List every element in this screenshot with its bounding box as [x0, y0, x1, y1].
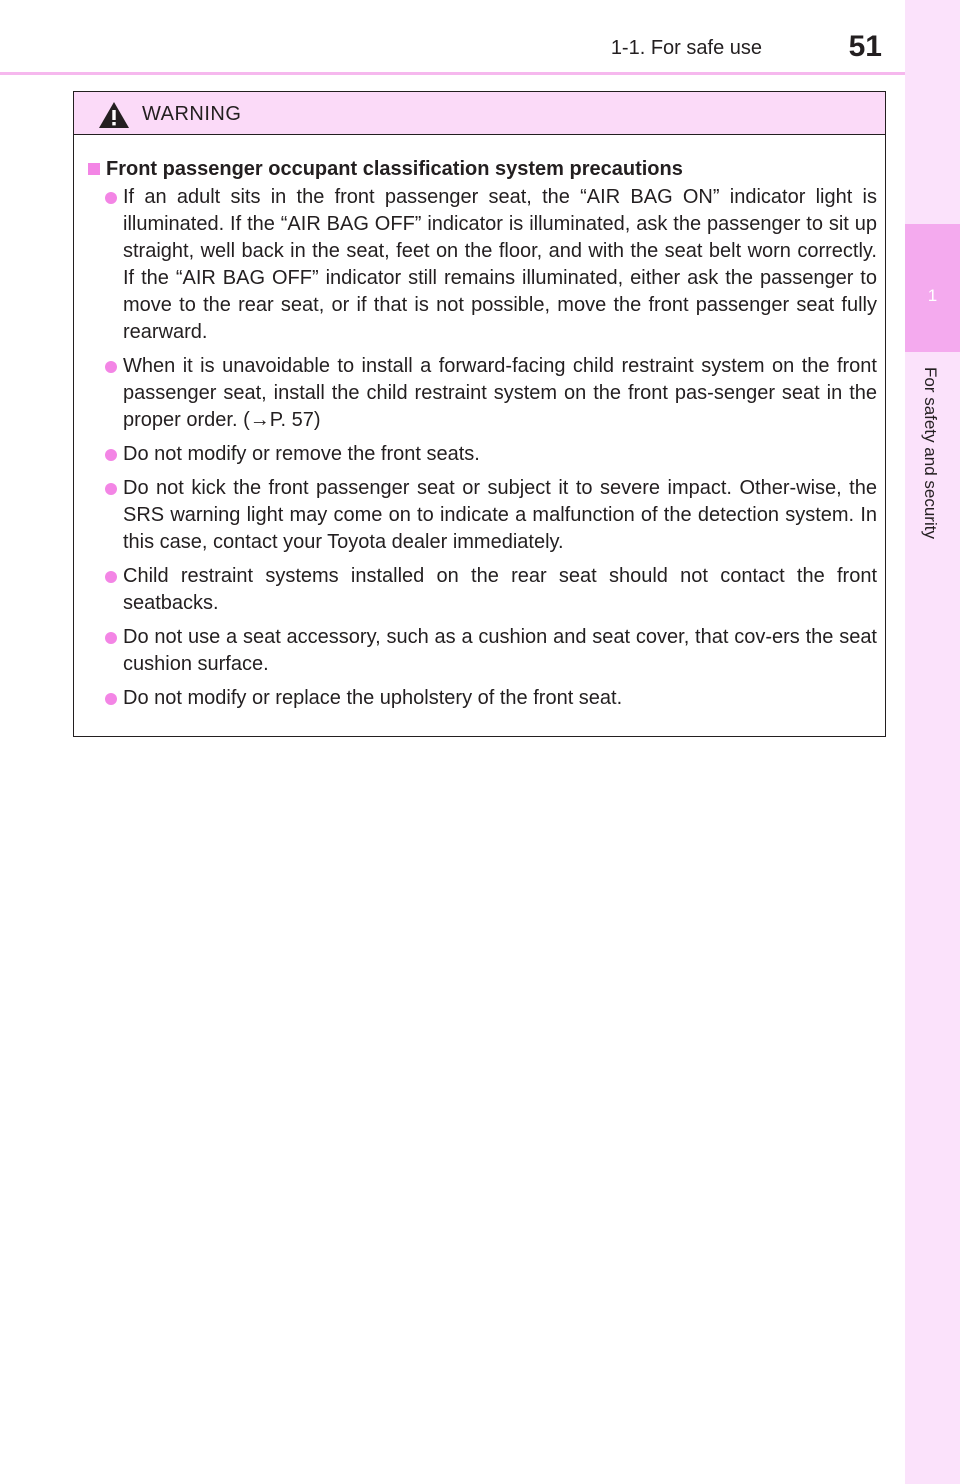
section-title: 1-1. For safe use — [610, 37, 762, 59]
square-bullet-icon — [88, 163, 100, 175]
bullet-icon — [105, 449, 117, 461]
warning-box — [73, 91, 886, 737]
warning-body — [74, 135, 885, 712]
list-item-text: Do not modify or replace the upholstery of the front seat. — [123, 687, 623, 709]
list-item-text: If an adult sits in the front passenger seat, the “AIR BAG ON” indicator light is illuminated. If the “AIR BAG OFF” indicator is illuminated, ask the passenger to sit up straight, well back in the seat, feet on the floor, and with the seat belt worn correctly. If the “AIR BAG OFF” indicator still remains illuminated, either ask the passenger to move to the rear seat, or if that is not possible, move the front passenger seat fully rearward. — [123, 186, 877, 343]
list-item — [88, 563, 877, 617]
list-item-text: Do not use a seat accessory, such as a cushion and seat cover, that cov-ers the seat cushion surface. — [123, 626, 877, 675]
warning-header — [74, 92, 885, 135]
warning-subheading-text: Front passenger occupant classification system precautions — [106, 158, 683, 180]
header-rule — [0, 72, 905, 75]
list-item — [88, 184, 877, 346]
list-item — [88, 441, 877, 468]
bullet-icon — [105, 693, 117, 705]
side-tab — [905, 0, 960, 1484]
warning-subheading — [88, 155, 877, 183]
list-item — [88, 475, 877, 556]
bullet-icon — [105, 361, 117, 373]
list-item — [88, 624, 877, 678]
list-item-text: When it is unavoidable to install a forward-facing child restraint system on the front passenger seat, install the child restraint system on the front pas-senger seat in the proper order. (→P. 57) — [123, 355, 877, 431]
list-item — [88, 685, 877, 712]
list-item-text: Do not modify or remove the front seats. — [123, 443, 480, 465]
list-item-text: Do not kick the front passenger seat or subject it to severe impact. Other-wise, the SRS warning light may come on to indicate a malfunction of the detection system. In this case, contact your Toyota dealer immediately. — [123, 477, 877, 553]
warning-list — [88, 184, 877, 712]
list-item — [88, 353, 877, 434]
side-tab-number: 1 — [927, 286, 938, 305]
bullet-icon — [105, 192, 117, 204]
warning-label: WARNING — [142, 103, 242, 125]
bullet-icon — [105, 483, 117, 495]
bullet-icon — [105, 632, 117, 644]
list-item-text: Child restraint systems installed on the rear seat should not contact the front seatbacks. — [123, 565, 877, 614]
side-tab-label: For safety and security — [921, 367, 940, 539]
page-number: 51 — [848, 30, 882, 63]
bullet-icon — [105, 571, 117, 583]
warning-triangle-icon — [98, 101, 130, 129]
